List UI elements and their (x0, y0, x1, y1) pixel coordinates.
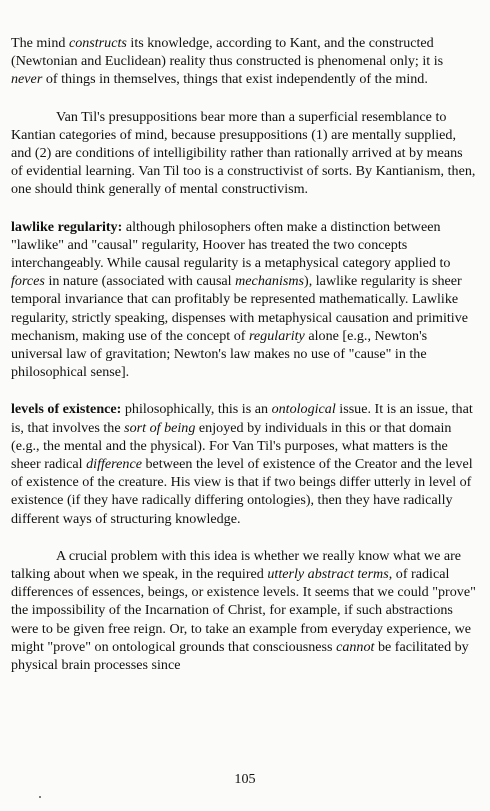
paragraph-crucial-problem: A crucial problem with this idea is whether we really know what we are talking about when we speak, in the required utterly abstract terms, of radical differences of essences, beings, or existence levels. It seems that we could "prove" the impossibility of the Incarnation of Christ, for example, if such abstractions were to be given free reign. Or, to take an example from everyday experience, we might "prove" on ontological grounds that consciousness cannot be facilitated by physical brain processes since (11, 547, 476, 674)
emphasis-never: never (11, 71, 43, 88)
entry-levels-of-existence: levels of existence: philosophically, this is an ontological issue. It is an issue, that is, that involves the sort of being enjoyed by individuals in this or that domain (e.g., the mental and the physical). For Van Til's purposes, what matters is the sheer radical difference between the level of existence of the Creator and the level of existence of the creature. His view is that if two beings differ utterly in level of existence (if they have radically differing ontologies), then they have radically different ways of structuring knowledge. (11, 401, 473, 527)
paragraph-kant-constructs: The mind constructs its knowledge, according to Kant, and the constructed (Newtonian and Euclidean) reality thus constructed is phenomenal only; it is never of things in themselves, things that exist independently of the mind. (11, 35, 444, 88)
body-text (11, 34, 477, 674)
entry-lawlike-regularity: lawlike regularity: although philosophers often make a distinction between "lawlike" and "causal" regularity, Hoover has treated the two concepts interchangeably. While causal regularity is a metaphysical category applied to forces in nature (associated with causal mechanisms), lawlike regularity is sheer temporal invariance that can profitably be represented mathematically. Lawlike regularity, strictly speaking, dispenses with metaphysical causation and primitive mechanism, making use of the concept of regularity alone [e.g., Newton's universal law of gravitation; Newton's law makes no use of "cause" in the philosophical sense]. (11, 218, 469, 381)
emphasis-constructs: constructs (68, 35, 127, 51)
scan-speck (39, 796, 41, 798)
page-number: 105 (234, 771, 256, 787)
paragraph-van-til-presuppositions: Van Til's presuppositions bear more than a superficial resemblance to Kantian categories of mind, because presuppositions (1) are mentally supplied, and (2) are conditions of intelligibility rather than rationally arrived at by means of evidential learning. Van Til too is a constructivist of sorts. By Kantianism, then, one should think generally of mental constructivism. (11, 108, 476, 198)
term-levels-of-existence: levels of existence: (11, 401, 122, 418)
term-lawlike-regularity: lawlike regularity: (11, 218, 123, 235)
